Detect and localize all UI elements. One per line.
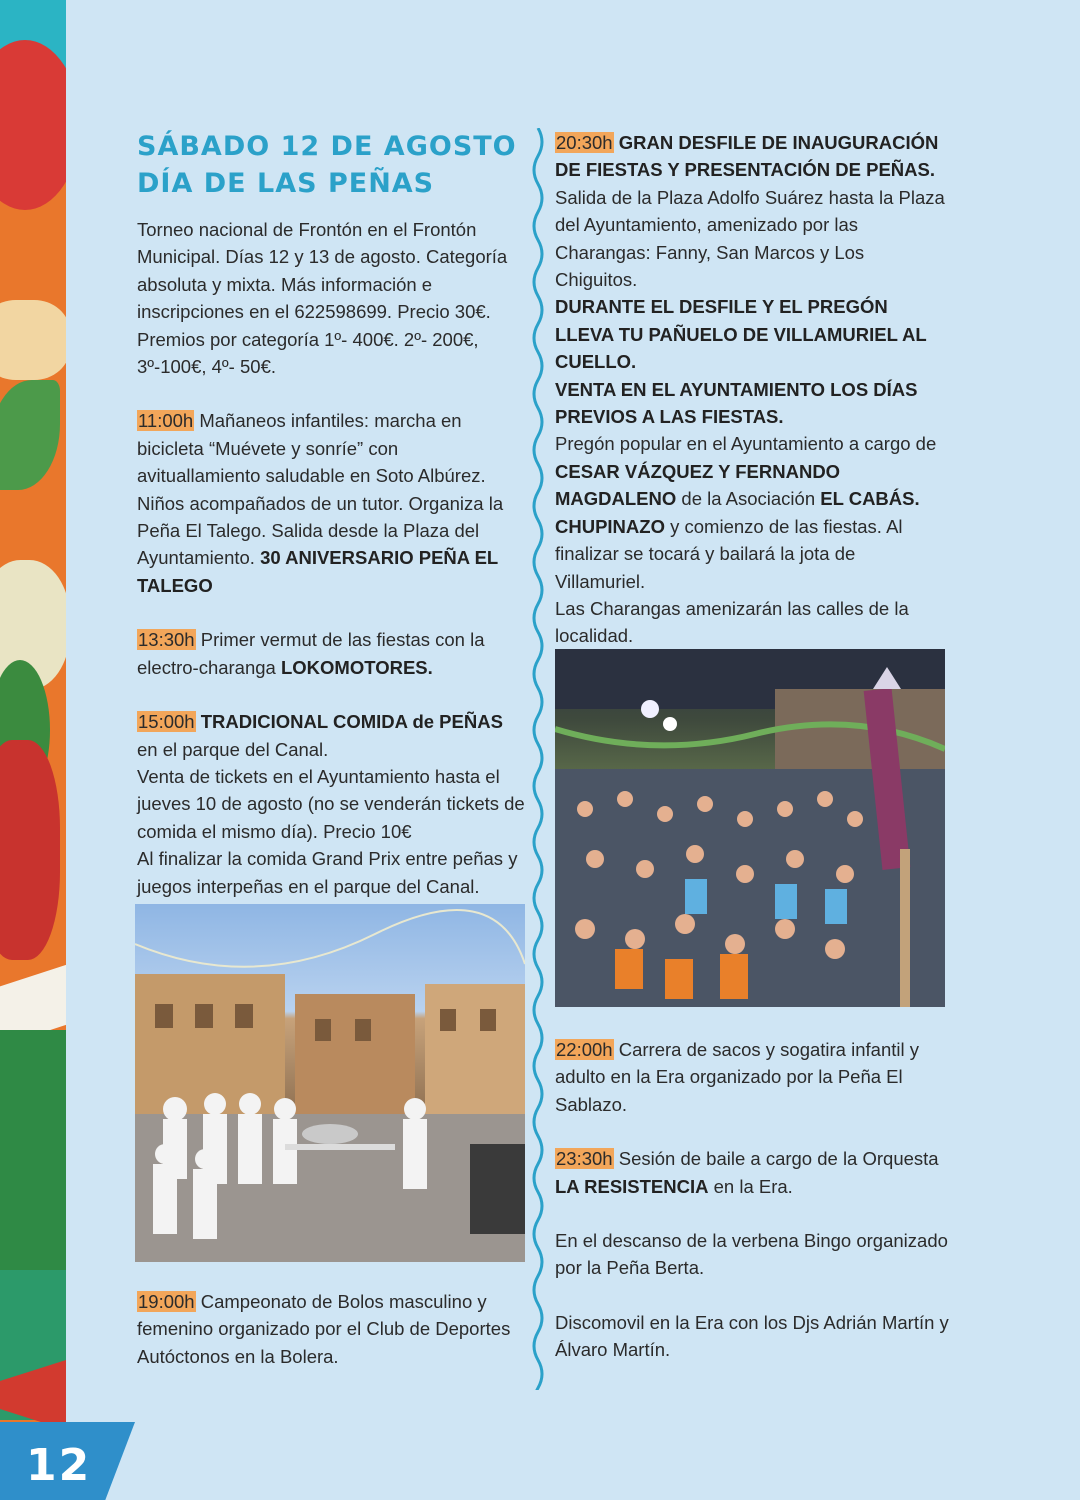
event-bold-text: LOKOMOTORES. — [280, 656, 433, 678]
fronton-paragraph: Torneo nacional de Frontón en el Frontón Municipal. Días 12 y 13 de agosto. Categoría absoluta y mixta. Más información e inscripciones en el 622598699. Precio 30€. Premios por categoría 1º- 400€. 2º- 200€, 3º-100€, 4º- 50€. — [137, 219, 508, 378]
event-time: 13:30h — [138, 629, 195, 651]
event-time: 11:00h — [138, 410, 194, 432]
chupinazo-paragraph — [555, 513, 950, 595]
event-text: Carrera de sacos y sogatira infantil y adulto en la Era organizado por la Peña El Sablazo. — [555, 1039, 919, 1115]
event-time: 20:30h — [556, 132, 613, 153]
pregon-crowd-photo — [555, 649, 945, 1007]
right-column — [555, 129, 950, 705]
photo-illustration — [555, 649, 945, 1007]
title-subtitle: DÍA DE LAS PEÑAS — [137, 168, 435, 199]
event-1330 — [137, 626, 525, 681]
page-number: 12 — [26, 1440, 92, 1491]
event-bold-text: TRADICIONAL COMIDA de PEÑAS — [200, 711, 503, 733]
peñas-meal-photo — [135, 904, 525, 1262]
decorative-side-strip — [0, 0, 66, 1500]
pregon-association: EL CABÁS. — [820, 488, 920, 510]
event-text: Mañaneos infantiles: marcha en bicicleta “Muévete y sonríe” con avituallamiento saludable en Soto Albúrez. Niños acompañados de un tutor. Organiza la Peña El Talego. Salida desde la Plaza del Ayuntamiento. — [137, 410, 504, 569]
event-2330 — [555, 1145, 950, 1200]
page-title — [137, 128, 517, 202]
event-notice: VENTA EN EL AYUNTAMIENTO LOS DÍAS PREVIOS A LAS FIESTAS. — [555, 378, 918, 428]
event-time: 22:00h — [556, 1039, 613, 1060]
left-column — [137, 216, 525, 982]
event-time: 23:30h — [556, 1148, 613, 1170]
pregon-text: Pregón popular en el Ayuntamiento a cargo de — [555, 433, 937, 455]
event-2200 — [555, 1036, 950, 1118]
event-bold-text: 30 ANIVERSARIO PEÑA EL TALEGO — [137, 547, 498, 596]
event-text: Sesión de baile a cargo de la Orquesta — [618, 1148, 939, 1170]
event-bold-text: LA RESISTENCIA — [555, 1175, 709, 1197]
event-detail: Al finalizar la comida Grand Prix entre peñas y juegos interpeñas en el parque del Canal. — [137, 848, 518, 897]
event-text: Salida de la Plaza Adolfo Suárez hasta la Plaza del Ayuntamiento, amenizado por las Charangas: Fanny, San Marcos y Los Chiguitos. — [555, 186, 945, 291]
wavy-divider — [528, 128, 548, 1390]
photo-illustration — [135, 904, 525, 1262]
event-text: Primer vermut de las fiestas con la electro-charanga — [137, 629, 485, 678]
event-2030 — [555, 129, 950, 430]
event-text: Campeonato de Bolos masculino y femenino organizado por el Club de Deportes Autóctonos en la Bolera. — [137, 1291, 511, 1367]
event-1100 — [137, 407, 525, 599]
event-bold-text: GRAN DESFILE DE INAUGURACIÓN DE FIESTAS Y PRESENTACIÓN DE PEÑAS. — [555, 132, 939, 181]
event-text: en el parque del Canal. — [137, 738, 329, 760]
right-column-lower — [555, 1036, 950, 1391]
chupinazo-bold: CHUPINAZO — [555, 515, 665, 537]
discomovil-paragraph: Discomovil en la Era con los Djs Adrián Martín y Álvaro Martín. — [555, 1311, 949, 1361]
bingo-paragraph: En el descanso de la verbena Bingo organizado por la Peña Berta. — [555, 1230, 948, 1279]
event-notice: DURANTE EL DESFILE Y EL PREGÓN LLEVA TU PAÑUELO DE VILLAMURIEL AL CUELLO. — [555, 296, 927, 373]
pregon-de: de la Asociación — [681, 488, 816, 510]
charangas-paragraph: Las Charangas amenizarán las calles de la localidad. — [555, 597, 909, 647]
chupinazo-text: y comienzo de las fiestas. Al finalizar se tocará y bailará la jota de Villamuriel. — [555, 515, 903, 592]
event-1900 — [137, 1288, 525, 1370]
event-detail: Venta de tickets en el Ayuntamiento hasta el jueves 10 de agosto (no se venderán tickets de comida el mismo día). Precio 10€ — [137, 765, 525, 842]
pregon-paragraph — [555, 430, 950, 512]
event-time: 15:00h — [138, 711, 195, 733]
title-date: SÁBADO 12 DE AGOSTO — [137, 131, 517, 162]
pregon-names: CESAR VÁZQUEZ Y FERNANDO MAGDALENO — [555, 460, 841, 510]
event-tail: en la Era. — [713, 1175, 793, 1197]
event-time: 19:00h — [138, 1291, 195, 1312]
